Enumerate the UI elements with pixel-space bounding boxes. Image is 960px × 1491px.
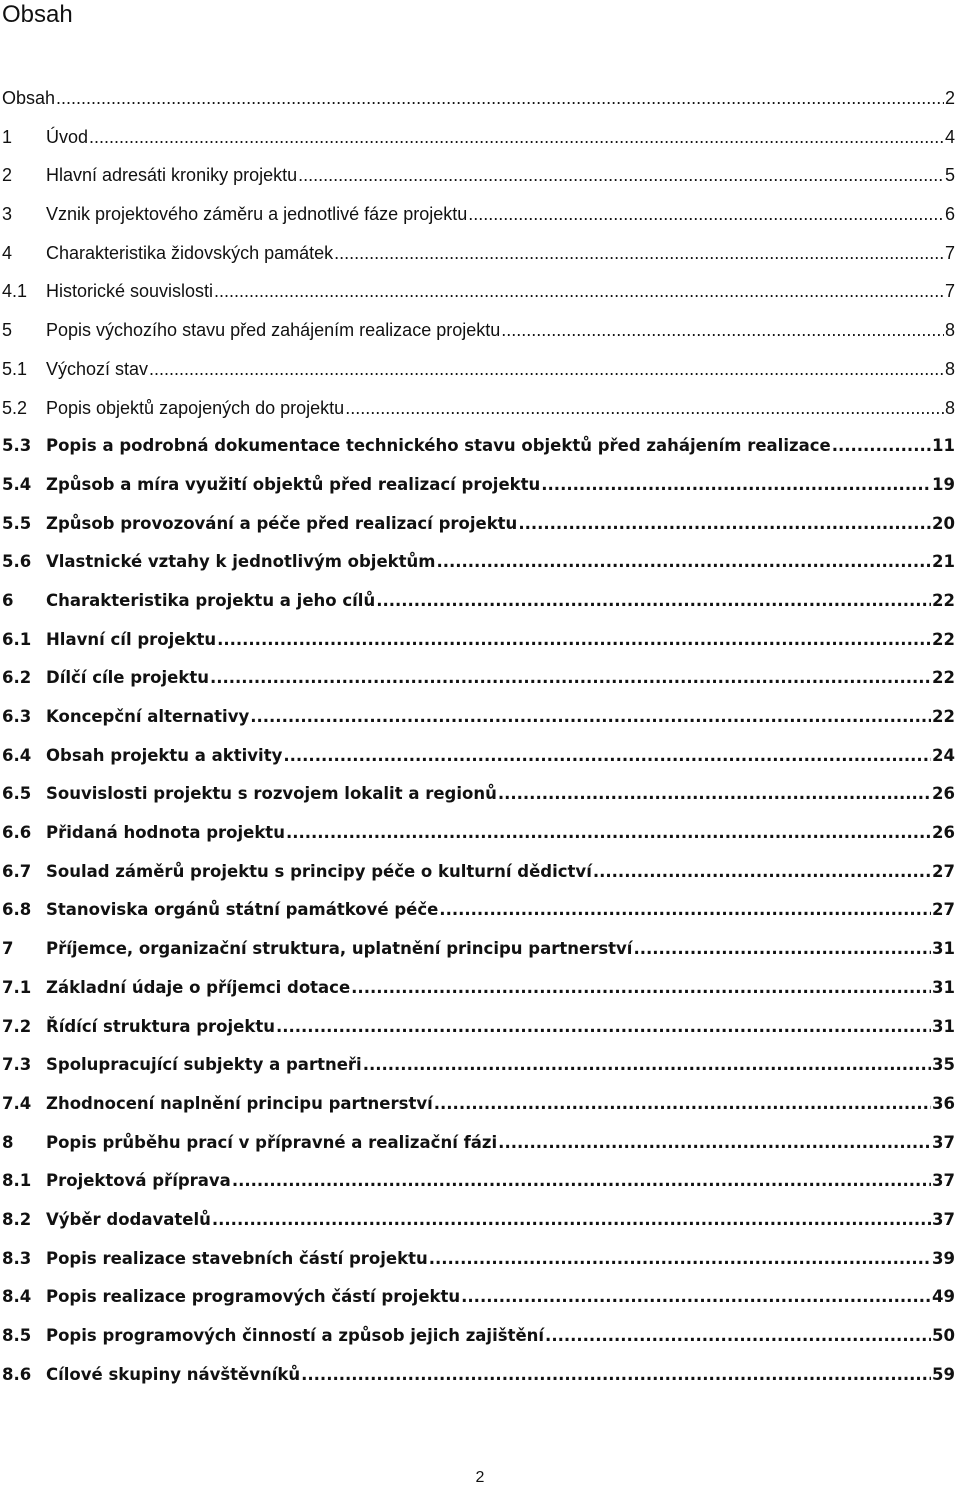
toc-entry[interactable]	[2, 315, 955, 354]
toc-entry-title[interactable]: Popis a podrobná dokumentace technického stavu objektů před zahájením realizace	[46, 436, 831, 456]
toc-entry-page: 22	[932, 668, 955, 688]
toc-entry-page: 4	[944, 126, 955, 147]
toc-entry-number: 6.2	[2, 668, 32, 688]
toc-entry-page: 2	[944, 88, 955, 108]
toc-entry-title[interactable]: Spolupracující subjekty a partneři	[46, 1055, 362, 1075]
toc-entry-number: 6.6	[2, 823, 32, 843]
toc-entry-title[interactable]: Přidaná hodnota projektu	[46, 823, 285, 843]
toc-entry-title[interactable]: Koncepční alternativy	[46, 707, 250, 726]
toc-entry-page: 21	[932, 552, 955, 572]
toc-dot-leader	[56, 83, 944, 113]
toc-dot-leader	[468, 199, 944, 229]
toc-entry-page: 24	[932, 745, 955, 765]
toc-entry-title[interactable]: Obsah	[2, 88, 56, 108]
toc-entry-title[interactable]: Popis průběhu prací v přípravné a realizační fázi	[46, 1132, 498, 1152]
toc-entry-page: 36	[932, 1093, 955, 1113]
toc-dot-leader	[212, 1205, 931, 1235]
toc-entry-number: 6	[2, 590, 14, 610]
toc-entry-page: 8	[944, 320, 955, 341]
toc-entry-number: 8.6	[2, 1364, 32, 1384]
toc-entry-page: 19	[932, 474, 955, 494]
toc-entry-number: 8	[2, 1132, 14, 1152]
toc-entry-page: 37	[932, 1171, 955, 1191]
toc-dot-leader	[214, 276, 944, 306]
toc-dot-leader	[149, 354, 944, 384]
toc-entry-number: 6.5	[2, 784, 32, 804]
toc-entry[interactable]	[2, 702, 955, 741]
toc-entry-page: 37	[932, 1209, 955, 1229]
toc-entry-number: 8.1	[2, 1171, 32, 1191]
toc-dot-leader	[498, 1128, 931, 1158]
toc-entry-number: 6.3	[2, 707, 32, 726]
toc-entry[interactable]	[2, 586, 955, 625]
toc-dot-leader	[376, 586, 931, 616]
toc-entry[interactable]	[2, 1166, 955, 1205]
toc-entry-title[interactable]: Popis objektů zapojených do projektu	[46, 397, 345, 418]
toc-dot-leader	[276, 1012, 931, 1042]
toc-entry-page: 26	[932, 823, 955, 843]
toc-entry[interactable]	[2, 1089, 955, 1128]
toc-entry-page: 8	[944, 358, 955, 379]
toc-entry[interactable]	[2, 1205, 955, 1244]
toc-entry-title[interactable]: Cílové skupiny návštěvníků	[46, 1364, 301, 1384]
toc-dot-leader	[286, 818, 931, 848]
toc-entry-number: 7	[2, 939, 14, 959]
toc-entry[interactable]	[2, 818, 955, 857]
toc-entry-page: 7	[944, 242, 955, 263]
toc-entry[interactable]	[2, 779, 955, 818]
toc-entry-number: 8.3	[2, 1248, 32, 1268]
toc-entry[interactable]	[2, 1360, 955, 1399]
toc-dot-leader	[436, 547, 931, 577]
toc-entry-page: 8	[944, 397, 955, 418]
toc-entry-title[interactable]: Základní údaje o příjemci dotace	[46, 977, 351, 997]
toc-entry[interactable]	[2, 238, 955, 277]
toc-entry-number: 5.3	[2, 436, 32, 456]
page-title: Obsah	[2, 1, 73, 28]
toc-dot-leader	[439, 895, 931, 925]
toc-dot-leader	[518, 509, 931, 539]
toc-entry-page: 39	[932, 1248, 955, 1268]
toc-dot-leader	[232, 1166, 931, 1196]
toc-entry-number: 6.4	[2, 745, 32, 765]
toc-entry-number: 2	[2, 165, 13, 186]
toc-entry-title[interactable]: Popis výchozího stavu před zahájením realizace projektu	[46, 320, 501, 341]
toc-entry[interactable]	[2, 276, 955, 315]
toc-entry-page: 26	[932, 784, 955, 804]
toc-entry-page: 49	[932, 1287, 955, 1307]
toc-entry-number: 4.1	[2, 281, 28, 302]
table-of-contents	[2, 83, 955, 1398]
toc-entry-page: 37	[932, 1132, 955, 1152]
toc-entry-page: 7	[944, 281, 955, 302]
toc-dot-leader	[545, 1321, 931, 1351]
toc-dot-leader	[541, 470, 931, 500]
toc-entry-number: 3	[2, 204, 13, 225]
toc-entry-number: 7.1	[2, 977, 32, 997]
toc-dot-leader	[250, 702, 931, 732]
toc-entry-number: 8.5	[2, 1326, 32, 1345]
toc-dot-leader	[283, 741, 931, 771]
toc-entry[interactable]	[2, 547, 955, 586]
toc-dot-leader	[334, 238, 944, 268]
toc-entry-page: 5	[944, 165, 955, 186]
toc-entry-number: 5.4	[2, 474, 32, 494]
toc-entry-title[interactable]: Způsob a míra využití objektů před realizací projektu	[46, 474, 541, 494]
toc-entry[interactable]	[2, 857, 955, 896]
toc-entry[interactable]	[2, 663, 955, 702]
toc-entry-title[interactable]: Projektová příprava	[46, 1171, 231, 1191]
toc-dot-leader	[429, 1244, 931, 1274]
toc-entry-title[interactable]: Obsah projektu a aktivity	[46, 745, 283, 765]
toc-entry-title[interactable]: Výběr dodavatelů	[46, 1209, 211, 1229]
toc-entry-title[interactable]: Soulad záměrů projektu s principy péče o kulturní dědictví	[46, 861, 592, 881]
toc-entry-page: 11	[932, 436, 955, 456]
toc-entry-number: 7.2	[2, 1016, 32, 1036]
toc-entry-page: 59	[932, 1364, 955, 1384]
toc-entry-page: 31	[932, 939, 955, 959]
toc-entry-title[interactable]: Stanoviska orgánů státní památkové péče	[46, 900, 439, 920]
toc-entry[interactable]	[2, 1244, 955, 1283]
toc-dot-leader	[89, 122, 944, 152]
toc-entry[interactable]	[2, 199, 955, 238]
toc-entry-title[interactable]: Úvod	[46, 126, 89, 147]
toc-entry-title[interactable]: Souvislosti projektu s rozvojem lokalit a regionů	[46, 784, 497, 804]
toc-entry-number: 8.2	[2, 1209, 32, 1229]
toc-entry[interactable]	[2, 1128, 955, 1167]
toc-entry-number: 5.1	[2, 358, 28, 379]
toc-entry-title[interactable]: Popis realizace programových částí projektu	[46, 1287, 461, 1307]
toc-dot-leader	[633, 934, 931, 964]
toc-entry[interactable]	[2, 625, 955, 664]
toc-entry-title[interactable]: Popis realizace stavebních částí projektu	[46, 1248, 428, 1268]
page-number: 2	[475, 1469, 485, 1486]
toc-entry[interactable]	[2, 1321, 955, 1360]
toc-entry-page: 31	[932, 977, 955, 997]
toc-entry[interactable]	[2, 973, 955, 1012]
toc-dot-leader	[461, 1282, 931, 1312]
toc-entry-title[interactable]: Příjemce, organizační struktura, uplatnění principu partnerství	[46, 939, 633, 959]
toc-entry[interactable]	[2, 509, 955, 548]
toc-entry-number: 5	[2, 320, 13, 341]
toc-entry[interactable]	[2, 1012, 955, 1051]
toc-entry-title[interactable]: Vlastnické vztahy k jednotlivým objektům	[46, 552, 436, 572]
toc-entry-title[interactable]: Historické souvislosti	[46, 281, 214, 302]
toc-entry[interactable]	[2, 1050, 955, 1089]
toc-dot-leader	[210, 663, 931, 693]
toc-entry-title[interactable]: Zhodnocení naplnění principu partnerství	[46, 1093, 433, 1113]
toc-dot-leader	[832, 431, 931, 461]
toc-entry-page: 6	[944, 204, 955, 225]
toc-entry-number: 4	[2, 242, 13, 263]
toc-entry-title[interactable]: Hlavní adresáti kroniky projektu	[46, 165, 298, 186]
toc-entry[interactable]	[2, 393, 955, 432]
toc-entry-number: 6.1	[2, 629, 32, 649]
toc-entry[interactable]	[2, 431, 955, 470]
toc-entry-page: 27	[932, 900, 955, 920]
toc-entry[interactable]	[2, 1282, 955, 1321]
toc-entry-title[interactable]: Vznik projektového záměru a jednotlivé fáze projektu	[46, 204, 468, 225]
toc-entry-number: 7.4	[2, 1093, 32, 1113]
toc-entry[interactable]	[2, 160, 955, 199]
toc-dot-leader	[217, 625, 931, 655]
toc-entry-page: 20	[932, 513, 955, 533]
toc-dot-leader	[498, 779, 931, 809]
toc-entry-title[interactable]: Dílčí cíle projektu	[46, 668, 209, 688]
toc-dot-leader	[345, 393, 944, 423]
toc-entry[interactable]	[2, 934, 955, 973]
toc-entry-number: 5.5	[2, 513, 32, 533]
toc-entry-title[interactable]: Popis programových činností a způsob jejich zajištění	[46, 1326, 545, 1345]
toc-dot-leader	[593, 857, 931, 887]
toc-entry-page: 50	[932, 1326, 955, 1345]
toc-entry[interactable]	[2, 122, 955, 161]
toc-entry-title[interactable]: Výchozí stav	[46, 358, 149, 379]
toc-entry-number: 6.8	[2, 900, 32, 920]
toc-entry-title[interactable]: Charakteristika židovských památek	[46, 242, 334, 263]
toc-entry-title[interactable]: Hlavní cíl projektu	[46, 629, 217, 649]
toc-dot-leader	[434, 1089, 931, 1119]
toc-entry-page: 27	[932, 861, 955, 881]
toc-entry-number: 8.4	[2, 1287, 32, 1307]
toc-entry-number: 1	[2, 126, 13, 147]
toc-entry-number: 5.6	[2, 552, 32, 572]
toc-dot-leader	[501, 315, 944, 345]
toc-entry-page: 22	[932, 590, 955, 610]
toc-dot-leader	[363, 1050, 931, 1080]
toc-entry-page: 31	[932, 1016, 955, 1036]
toc-entry[interactable]	[2, 470, 955, 509]
toc-dot-leader	[351, 973, 931, 1003]
toc-entry-number: 6.7	[2, 861, 32, 881]
toc-entry[interactable]	[2, 354, 955, 393]
toc-dot-leader	[298, 160, 944, 190]
toc-dot-leader	[301, 1360, 931, 1390]
toc-entry-number: 5.2	[2, 397, 28, 418]
toc-entry-page: 22	[932, 629, 955, 649]
toc-entry[interactable]	[2, 895, 955, 934]
toc-entry-page: 35	[932, 1055, 955, 1075]
toc-entry[interactable]	[2, 83, 955, 122]
toc-entry-title[interactable]: Řídící struktura projektu	[46, 1016, 275, 1036]
toc-entry-number: 7.3	[2, 1055, 32, 1075]
toc-entry[interactable]	[2, 741, 955, 780]
toc-entry-title[interactable]: Charakteristika projektu a jeho cílů	[46, 590, 376, 610]
toc-entry-title[interactable]: Způsob provozování a péče před realizací projektu	[46, 513, 518, 533]
toc-entry-page: 22	[932, 707, 955, 726]
